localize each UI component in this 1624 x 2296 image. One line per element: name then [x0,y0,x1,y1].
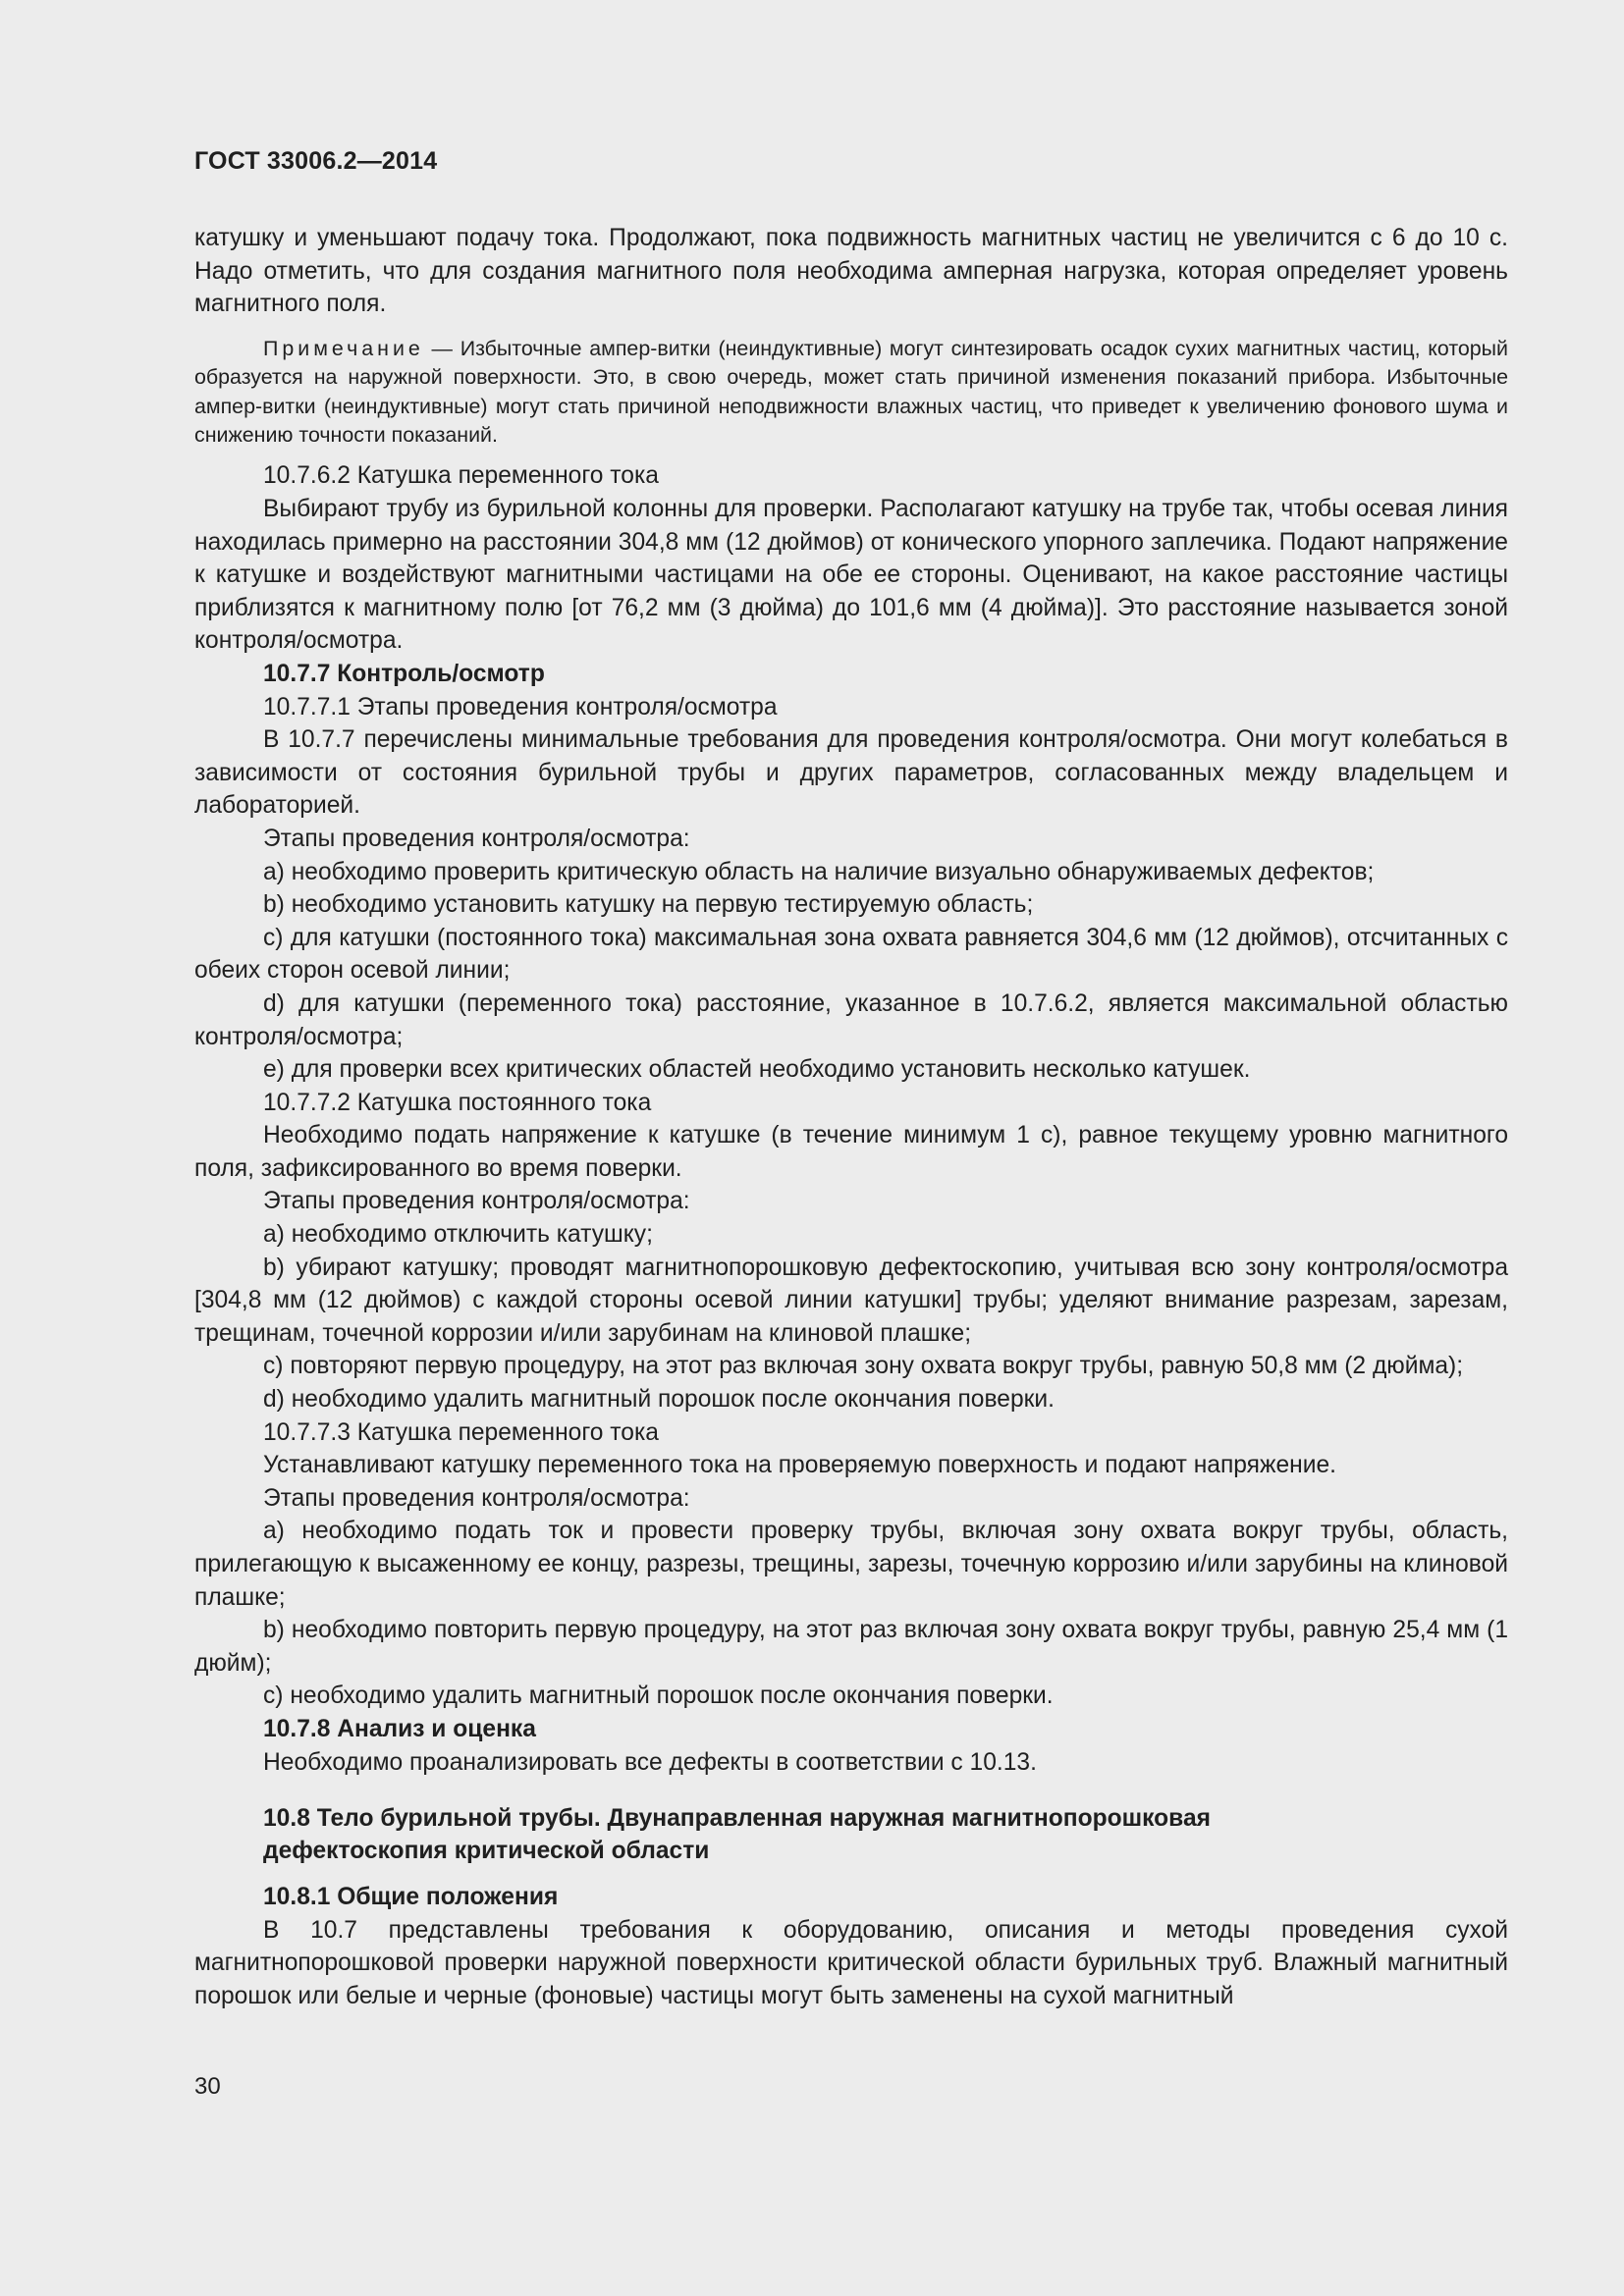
note-text: — Избыточные ампер-витки (неиндуктивные) могут синтезировать осадок сухих магнитных частиц, который образуется на наружной поверхности. Это, в свою очередь, может стать причиной изменения показаний прибора. Избыточные ампер-витки (неиндуктивные) могут стать причиной неподвижности влажных частиц, что приведет к увеличению фонового шума и снижению точности показаний. [194,336,1508,447]
section-10-7-7-3-text: Устанавливают катушку переменного тока на проверяемую поверхность и подают напряжение. [263,1452,1336,1479]
section-10-7-7-2-text: Необходимо подать напряжение к катушке (в течение минимум 1 с), равное текущему уровню магнитного поля, зафиксированного во время поверки. [194,1122,1508,1182]
section-10-7-8-text: Необходимо проанализировать все дефекты в соответствии с 10.13. [263,1748,1037,1776]
list-item: d) для катушки (переменного тока) расстояние, указанное в 10.7.6.2, является максимальной областью контроля/осмотра; [194,989,1508,1050]
document-body [194,222,1508,2013]
list-item: d) необходимо удалить магнитный порошок после окончания поверки. [263,1386,1055,1414]
section-10-8-1-title: 10.8.1 Общие положения [263,1884,559,1911]
list-item: a) необходимо отключить катушку; [263,1221,653,1249]
section-10-7-8-title: 10.7.8 Анализ и оценка [263,1715,536,1742]
section-10-7-6-2-title: 10.7.6.2 Катушка переменного тока [263,462,659,490]
section-10-7-7-title: 10.7.7 Контроль/осмотр [263,660,545,687]
list-item: e) для проверки всех критических областей необходимо установить несколько катушек. [263,1056,1251,1084]
document-header: ГОСТ 33006.2—2014 [194,147,438,175]
steps-label: Этапы проведения контроля/осмотра: [263,1188,690,1215]
steps-label: Этапы проведения контроля/осмотра: [263,1484,690,1512]
list-item: c) для катушки (постоянного тока) максимальная зона охвата равняется 304,6 мм (12 дюймов), отсчитанных с обеих сторон осевой линии; [194,924,1508,985]
section-10-7-6-2-text: Выбирают трубу из бурильной колонны для проверки. Располагают катушку на трубе так, чтобы осевая линия находилась примерно на расстоянии 304,8 мм (12 дюймов) от конического упорного заплечика. Подают напряжение к катушке и воздействуют магнитными частицами на обе ее стороны. Оценивают, на какое расстояние частицы приблизятся к магнитному полю [от 76,2 мм (3 дюйма) до 101,6 мм (4 дюйма)]. Это расстояние называется зоной контроля/осмотра. [194,496,1508,655]
section-10-8-1-text: В 10.7 представлены требования к оборудованию, описания и методы проведения сухой магнитнопорошковой проверки наружной поверхности критической области бурильных труб. Влажный магнитный порошок или белые и черные (фоновые) частицы могут быть заменены на сухой магнитный [194,1916,1508,2009]
list-item: c) повторяют первую процедуру, на этот раз включая зону охвата вокруг трубы, равную 50,8 мм (2 дюйма); [263,1353,1464,1380]
section-10-7-7-2-title: 10.7.7.2 Катушка постоянного тока [263,1089,652,1116]
section-10-7-7-1-title: 10.7.7.1 Этапы проведения контроля/осмотра [263,693,778,721]
section-10-8-title [194,1802,1508,1867]
list-item: b) убирают катушку; проводят магнитнопорошковую дефектоскопию, учитывая всю зону контроля/осмотра [304,8 мм (12 дюймов) с каждой стороны осевой линии катушки] трубы; уделяют внимание разрезам, зарезам, трещинам, точечной коррозии и/или зарубинам на клиновой плашке; [194,1254,1508,1347]
page-number: 30 [194,2073,221,2100]
list-item: c) необходимо удалить магнитный порошок после окончания поверки. [263,1682,1054,1710]
list-item: b) необходимо установить катушку на первую тестируемую область; [263,891,1034,919]
section-10-7-7-3-title: 10.7.7.3 Катушка переменного тока [263,1418,659,1446]
section-10-8-title-line2: дефектоскопия критической области [263,1838,710,1865]
list-item: a) необходимо проверить критическую область на наличие визуально обнаруживаемых дефектов; [263,858,1375,885]
paragraph-continuation: катушку и уменьшают подачу тока. Продолжают, пока подвижность магнитных частиц не увеличится с 6 до 10 с. Надо отметить, что для создания магнитного поля необходима амперная нагрузка, которая определяет уровень магнитного поля. [194,225,1508,318]
list-item: b) необходимо повторить первую процедуру, на этот раз включая зону охвата вокруг трубы, равную 25,4 мм (1 дюйм); [194,1617,1508,1677]
steps-label: Этапы проведения контроля/осмотра: [263,825,690,852]
note-label: Примечание [263,336,424,360]
section-10-7-7-1-text: В 10.7.7 перечислены минимальные требования для проведения контроля/осмотра. Они могут колебаться в зависимости от состояния бурильной трубы и других параметров, согласованных между владельцем и лабораторией. [194,726,1508,820]
list-item: a) необходимо подать ток и провести проверку трубы, включая зону охвата вокруг трубы, область, прилегающую к высаженному ее концу, разрезы, трещины, зарезы, точечную коррозию и/или зарубины на клиновой плашке; [194,1518,1508,1611]
note-paragraph [194,335,1508,451]
section-10-8-title-line1: 10.8 Тело бурильной трубы. Двунаправленная наружная магнитнопорошковая [263,1805,1211,1833]
